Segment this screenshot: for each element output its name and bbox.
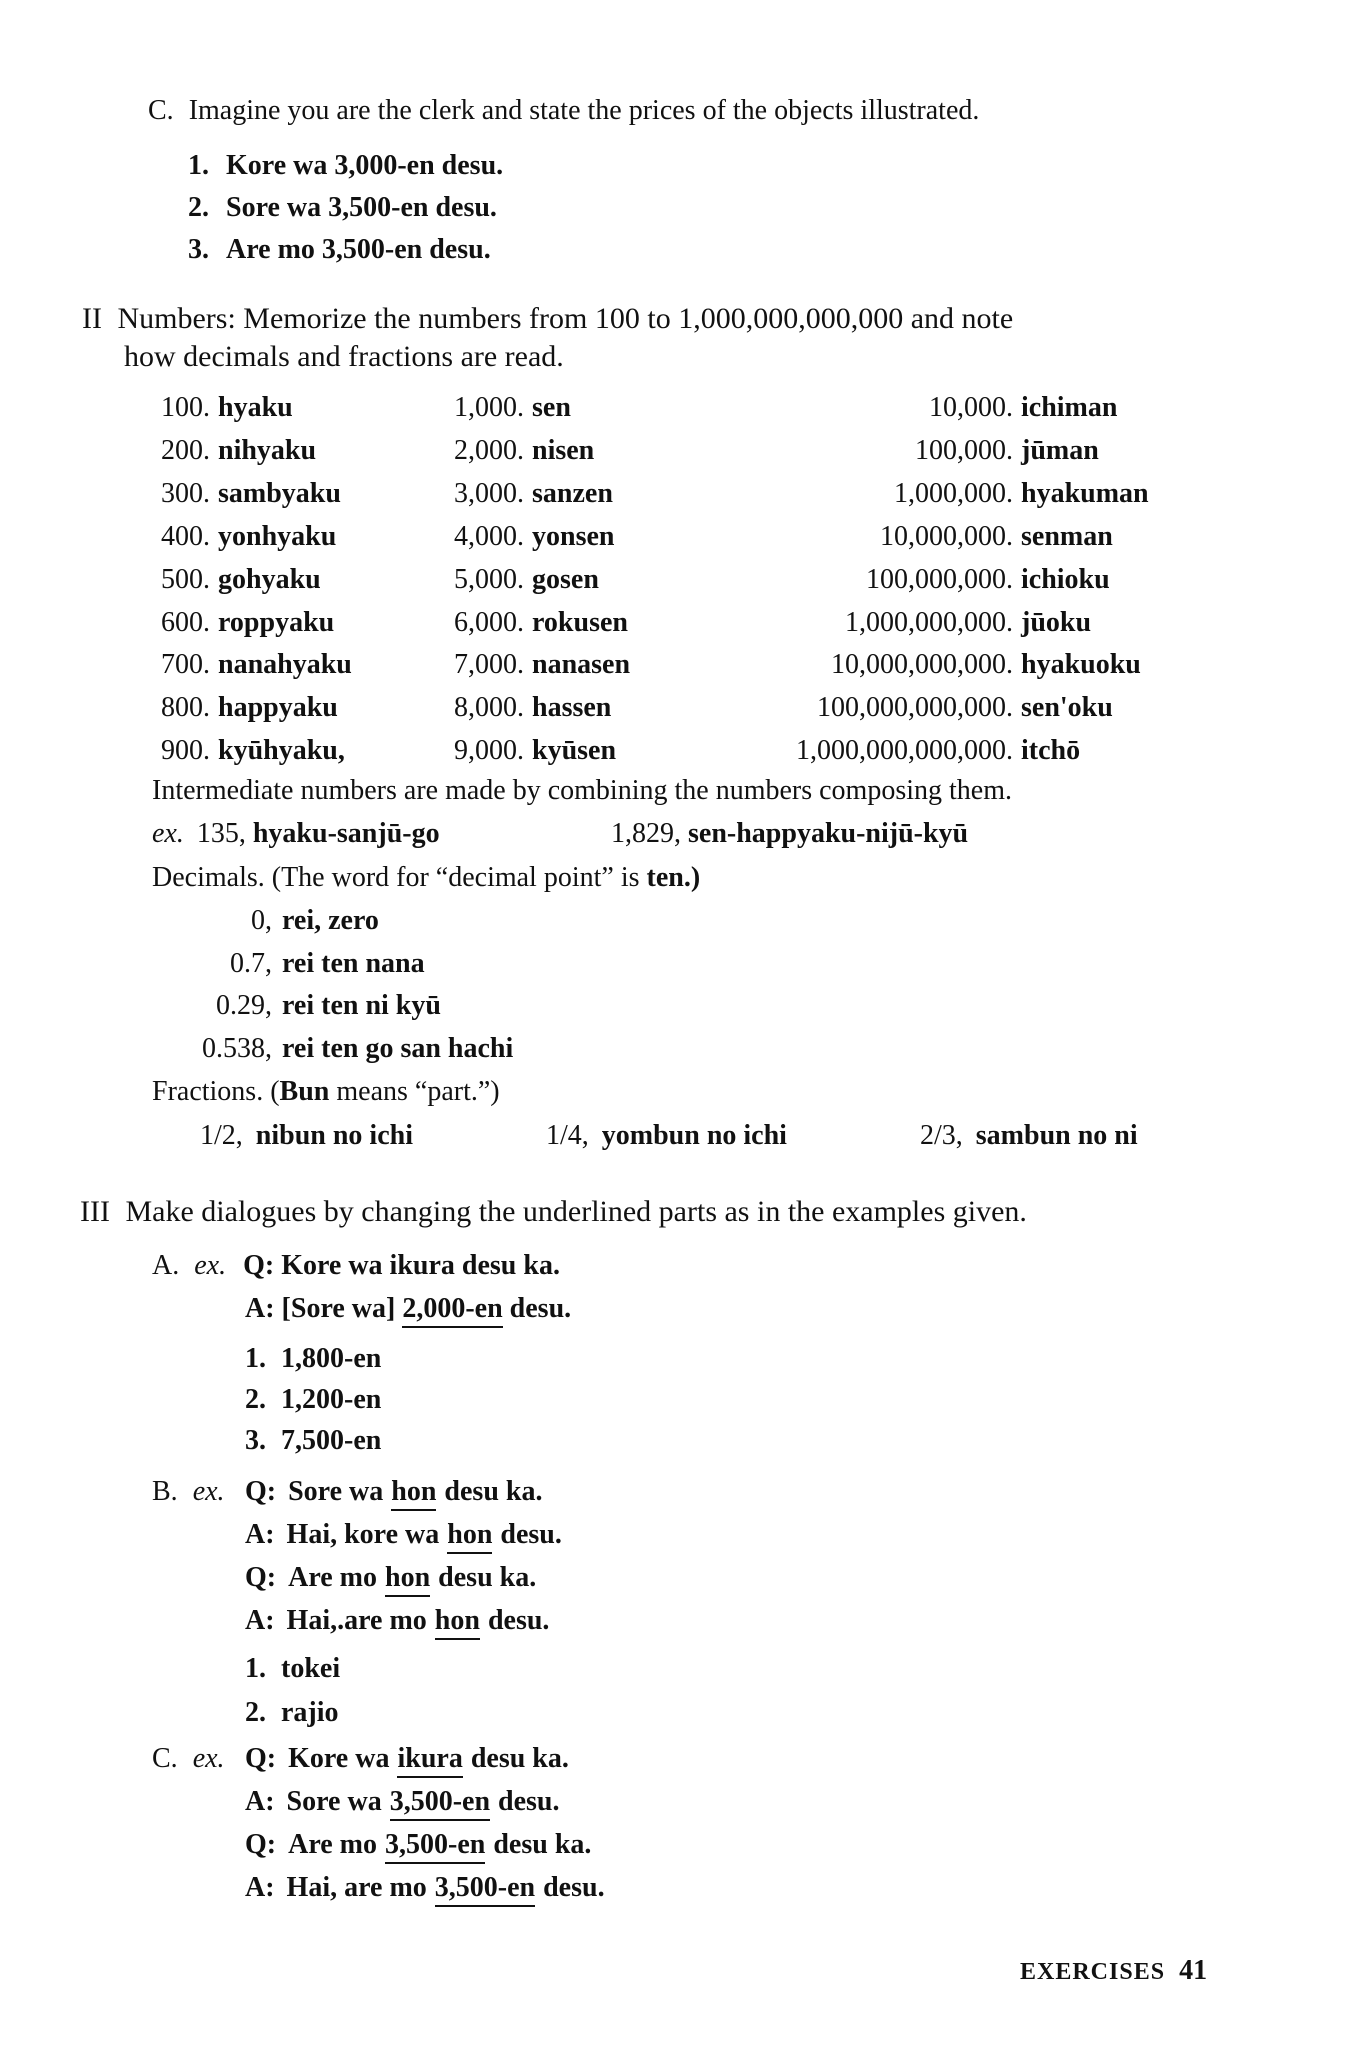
number-value: 1,000,000. — [894, 478, 1013, 509]
decimal-item — [150, 990, 441, 1022]
dialogue-text: desu ka. — [470, 1743, 569, 1774]
number-value: 10,000. — [929, 392, 1013, 423]
number-value: 700. — [161, 649, 210, 680]
number-table-row — [148, 435, 316, 467]
dialogue-label: Q: — [245, 1743, 277, 1774]
decimal-number: 0.7, — [230, 947, 272, 979]
number-word: gohyaku — [218, 564, 321, 595]
number-table-row — [148, 564, 321, 596]
underlined-part: 3,500-en — [390, 1786, 490, 1821]
decimal-word: rei, zero — [282, 905, 379, 936]
item-text: Kore wa 3,000-en desu. — [226, 150, 504, 181]
dialogue-text: Kore wa — [288, 1743, 390, 1774]
fraction-word: yombun no ichi — [601, 1120, 787, 1151]
item-number: 3. — [188, 234, 209, 265]
dialogue-line — [245, 1872, 605, 1904]
decimal-number: 0.29, — [216, 990, 272, 1021]
example-label: ex. — [194, 1250, 227, 1281]
number-word: rokusen — [532, 607, 628, 638]
number-value: 10,000,000. — [880, 521, 1013, 552]
fractions-label — [152, 1076, 500, 1108]
dialogue-text: Are mo — [288, 1562, 378, 1593]
example-word: sen-happyaku-nijū-kyū — [688, 818, 969, 849]
number-value: 800. — [161, 692, 210, 723]
number-table-row — [424, 478, 613, 510]
number-table-row — [773, 564, 1110, 596]
item-text: Are mo 3,500-en desu. — [226, 234, 491, 265]
item-text: 7,500-en — [281, 1425, 382, 1456]
dialogue-text: desu. — [543, 1872, 605, 1903]
number-table-row — [424, 521, 614, 553]
number-value: 1,000,000,000,000. — [796, 735, 1013, 766]
number-table-row — [773, 521, 1113, 553]
dialogue-line — [245, 1605, 549, 1637]
number-value: 900. — [161, 735, 210, 766]
exercise-a-a — [245, 1293, 571, 1325]
item-text: Sore wa 3,500-en desu. — [226, 192, 497, 223]
decimal-item — [150, 1033, 513, 1065]
item-number: 2. — [188, 192, 209, 223]
number-table-row — [148, 478, 341, 510]
number-word: kyūhyaku, — [218, 735, 345, 766]
number-word: nanahyaku — [218, 649, 352, 680]
number-table-row — [424, 692, 611, 724]
dialogue-text: desu ka. — [493, 1829, 592, 1860]
section-heading-text: Imagine you are the clerk and state the prices of the objects illustrated. — [188, 95, 980, 126]
number-value: 300. — [161, 478, 210, 509]
dialogue-text: Kore wa ikura desu ka. — [281, 1250, 560, 1281]
section-c-heading — [148, 95, 979, 127]
number-table-row — [148, 649, 352, 681]
number-value: 1,000,000,000. — [845, 607, 1013, 638]
dialogue-label: A: — [245, 1293, 275, 1324]
decimal-item — [150, 948, 425, 980]
number-table-row — [773, 435, 1099, 467]
exercise-a-q — [152, 1250, 560, 1282]
number-table-row — [773, 392, 1117, 424]
example-label: ex. — [192, 1476, 225, 1507]
fraction-word: nibun no ichi — [255, 1120, 413, 1151]
number-table-row — [148, 607, 334, 639]
dialogue-label: A: — [245, 1786, 275, 1817]
number-table-row — [424, 735, 616, 767]
number-word: roppyaku — [218, 607, 335, 638]
item-text: 1,200-en — [281, 1384, 382, 1415]
example-line — [611, 818, 968, 850]
numbered-item — [188, 192, 497, 224]
dialogue-label: A: — [245, 1872, 275, 1903]
page-number: 41 — [1179, 1955, 1208, 1986]
number-table-row — [424, 392, 571, 424]
item-text: 1,800-en — [281, 1343, 382, 1374]
fraction-word: sambun no ni — [975, 1120, 1138, 1151]
section-heading-text: Make dialogues by changing the underlined parts as in the examples given. — [125, 1195, 1027, 1228]
fraction-item — [546, 1120, 787, 1152]
number-word: nisen — [532, 435, 595, 466]
number-word: gosen — [532, 564, 599, 595]
item-number: 2. — [245, 1697, 266, 1728]
dialogue-text: Hai, kore wa — [286, 1519, 440, 1550]
underlined-part: 3,500-en — [435, 1872, 535, 1907]
section-iii-heading — [80, 1195, 1027, 1229]
number-value: 2,000. — [454, 435, 524, 466]
number-table-row — [424, 564, 599, 596]
number-word: hyaku — [218, 392, 293, 423]
number-value: 400. — [161, 521, 210, 552]
dialogue-text: Are mo — [288, 1829, 378, 1860]
dialogue-label: A: — [245, 1605, 275, 1636]
underlined-part: ikura — [397, 1743, 462, 1778]
underlined-part: hon — [391, 1476, 436, 1511]
number-table-row — [148, 392, 293, 424]
number-word: happyaku — [218, 692, 338, 723]
number-word: hyakuman — [1021, 478, 1149, 509]
intermediate-note: Intermediate numbers are made by combining the numbers composing them. — [152, 775, 1012, 806]
decimal-item — [150, 905, 379, 937]
fraction-number: 1/2, — [200, 1120, 243, 1151]
section-ii-heading — [82, 302, 1013, 336]
number-value: 100. — [161, 392, 210, 423]
example-word: hyaku-sanjū-go — [252, 818, 440, 849]
underlined-part: hon — [435, 1605, 480, 1640]
decimal-word: rei ten ni kyū — [282, 990, 441, 1021]
underlined-part: 2,000-en — [402, 1293, 502, 1328]
decimals-label-text: Decimals. (The word for “decimal point” is — [152, 862, 640, 893]
number-word: sen'oku — [1021, 692, 1113, 723]
dialogue-label: Q: — [245, 1562, 277, 1593]
number-value: 5,000. — [454, 564, 524, 595]
numbered-item — [188, 234, 491, 266]
dialogue-text: desu ka. — [444, 1476, 543, 1507]
number-value: 9,000. — [454, 735, 524, 766]
dialogue-line — [245, 1829, 591, 1861]
dialogue-text: Hai, are mo — [286, 1872, 427, 1903]
number-value: 100,000,000,000. — [817, 692, 1013, 723]
dialogue-label: A: — [245, 1519, 275, 1550]
dialogue-text: desu. — [500, 1519, 562, 1550]
number-table-row — [773, 478, 1149, 510]
number-table-row — [148, 735, 345, 767]
dialogue-line — [245, 1743, 569, 1775]
numbered-item — [245, 1343, 381, 1375]
decimals-word: ten.) — [646, 862, 701, 893]
number-word: itchō — [1021, 735, 1081, 766]
dialogue-text: desu. — [498, 1786, 560, 1817]
number-value: 7,000. — [454, 649, 524, 680]
number-word: sanzen — [532, 478, 613, 509]
number-value: 8,000. — [454, 692, 524, 723]
number-word: hyakuoku — [1021, 649, 1141, 680]
numbered-item — [188, 150, 503, 182]
underlined-part: 3,500-en — [385, 1829, 485, 1864]
dialogue-line — [245, 1562, 536, 1594]
section-numeral: III — [80, 1195, 110, 1228]
decimal-number: 0, — [251, 905, 272, 936]
exercise-letter: C. — [152, 1743, 178, 1774]
underlined-part: hon — [447, 1519, 492, 1554]
dialogue-line — [245, 1476, 542, 1508]
numbered-item — [245, 1425, 381, 1457]
number-table-row — [424, 607, 628, 639]
number-value: 600. — [161, 607, 210, 638]
dialogue-text: desu ka. — [438, 1562, 537, 1593]
number-value: 200. — [161, 435, 210, 466]
number-word: nihyaku — [218, 435, 317, 466]
fractions-label-post: means “part.”) — [329, 1076, 500, 1107]
numbered-item — [245, 1653, 340, 1685]
number-word: jūoku — [1021, 607, 1092, 638]
number-table-row — [773, 607, 1091, 639]
example-label: ex. — [152, 818, 184, 849]
section-letter: C. — [148, 95, 174, 126]
example-label: ex. — [192, 1743, 225, 1774]
item-number: 1. — [245, 1343, 266, 1374]
dialogue-text: Sore wa — [286, 1786, 382, 1817]
numbered-item — [245, 1384, 381, 1416]
fraction-number: 1/4, — [546, 1120, 589, 1151]
fractions-label-pre: Fractions. ( — [152, 1076, 280, 1107]
item-text: tokei — [281, 1653, 341, 1684]
underlined-part: hon — [385, 1562, 430, 1597]
number-value: 500. — [161, 564, 210, 595]
section-heading-line1: Numbers: Memorize the numbers from 100 to 1,000,000,000,000 and note — [117, 302, 1014, 335]
number-value: 1,000. — [454, 392, 524, 423]
decimal-word: rei ten go san hachi — [282, 1032, 514, 1064]
decimals-label — [152, 862, 700, 894]
running-footer-label: EXERCISES — [1020, 1959, 1166, 1985]
dialogue-line — [245, 1786, 560, 1818]
section-heading-line2: how decimals and fractions are read. — [124, 340, 564, 373]
dialogue-text: [Sore wa] — [281, 1293, 396, 1324]
decimal-word: rei ten nana — [282, 947, 425, 979]
number-table-row — [148, 692, 338, 724]
dialogue-label: Q: — [245, 1829, 277, 1860]
number-value: 3,000. — [454, 478, 524, 509]
number-value: 100,000. — [915, 435, 1013, 466]
number-table-row — [773, 735, 1080, 767]
number-word: nanasen — [532, 649, 631, 680]
fractions-word: Bun — [279, 1076, 330, 1107]
number-word: yonsen — [532, 521, 615, 552]
number-word: sambyaku — [218, 478, 341, 509]
number-word: jūman — [1021, 435, 1099, 466]
number-value: 10,000,000,000. — [831, 649, 1013, 680]
number-value: 100,000,000. — [866, 564, 1013, 595]
page-footer — [1020, 1955, 1207, 1987]
fraction-number: 2/3, — [920, 1120, 963, 1151]
item-number: 2. — [245, 1384, 266, 1415]
number-value: 4,000. — [454, 521, 524, 552]
item-number: 1. — [245, 1653, 266, 1684]
decimal-number: 0.538, — [202, 1032, 272, 1064]
numbered-item — [245, 1697, 339, 1729]
number-table-row — [424, 435, 594, 467]
dialogue-label: Q: — [245, 1476, 277, 1507]
example-number: 135, — [196, 818, 246, 849]
number-word: ichiman — [1021, 392, 1118, 423]
number-word: yonhyaku — [218, 521, 337, 552]
number-word: hassen — [532, 692, 612, 723]
number-table-row — [773, 692, 1113, 724]
number-table-row — [773, 649, 1141, 681]
exercise-c-label — [152, 1743, 225, 1775]
item-text: rajio — [281, 1697, 339, 1728]
exercise-b-label — [152, 1476, 225, 1508]
number-word: kyūsen — [532, 735, 617, 766]
example-line — [152, 818, 440, 850]
dialogue-label: Q: — [243, 1250, 275, 1281]
number-table-row — [148, 521, 336, 553]
exercise-letter: A. — [152, 1250, 180, 1281]
number-value: 6,000. — [454, 607, 524, 638]
item-number: 3. — [245, 1425, 266, 1456]
fraction-item — [920, 1120, 1138, 1152]
dialogue-text: desu. — [487, 1605, 550, 1636]
dialogue-text: Sore wa — [288, 1476, 384, 1507]
number-word: sen — [532, 392, 571, 423]
section-numeral: II — [82, 302, 102, 335]
example-number: 1,829, — [611, 818, 681, 849]
exercise-letter: B. — [152, 1476, 178, 1507]
item-number: 1. — [188, 150, 209, 181]
dialogue-text: Hai,.are mo — [286, 1605, 427, 1636]
number-word: senman — [1021, 521, 1113, 552]
number-table-row — [424, 649, 630, 681]
number-word: ichioku — [1021, 564, 1110, 595]
dialogue-text: desu. — [509, 1293, 572, 1324]
fraction-item — [200, 1120, 413, 1152]
dialogue-line — [245, 1519, 562, 1551]
